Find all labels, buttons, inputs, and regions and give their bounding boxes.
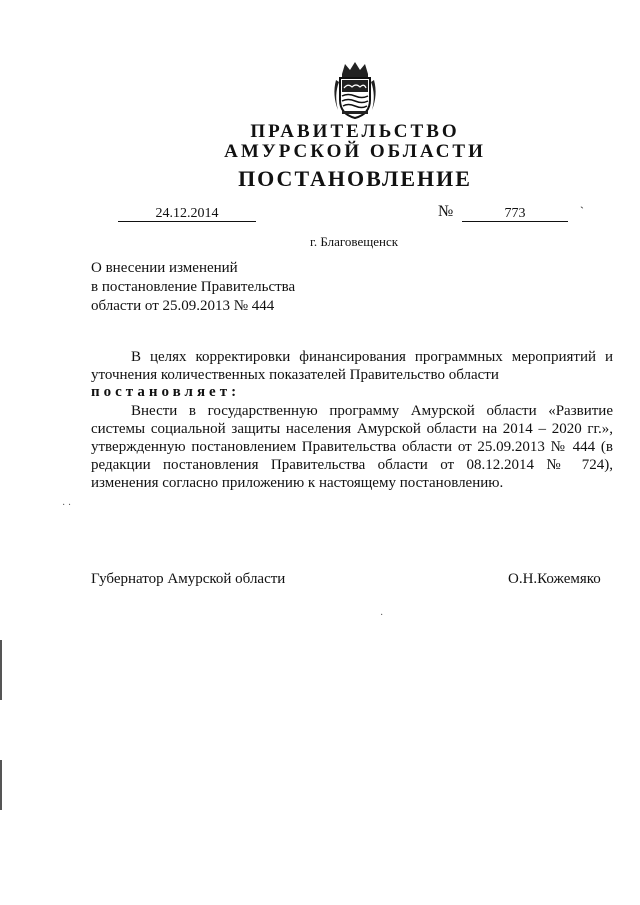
preamble-paragraph bbox=[91, 348, 613, 384]
government-title-line1: ПРАВИТЕЛЬСТВО bbox=[250, 121, 460, 142]
document-number: 773 bbox=[462, 206, 568, 222]
stray-mark: ˋ bbox=[580, 204, 584, 218]
scan-margin-mark bbox=[0, 760, 2, 810]
number-label: № bbox=[438, 203, 454, 220]
coat-of-arms-icon bbox=[330, 60, 380, 120]
city-label: г. Благовещенск bbox=[310, 234, 399, 249]
signatory-title: Губернатор Амурской области bbox=[91, 571, 286, 587]
main-line: изменения согласно приложению к настоящему постановлению. bbox=[91, 475, 504, 491]
document-date: 24.12.2014 bbox=[118, 206, 256, 222]
scan-dot: · · bbox=[62, 500, 72, 511]
subject-block bbox=[91, 259, 391, 316]
main-line: системы социальной защиты населения Амурской области на 2014 – 2020 гг.», bbox=[91, 421, 613, 437]
main-paragraph bbox=[91, 402, 613, 492]
scan-margin-mark bbox=[0, 640, 2, 700]
government-title-line2: АМУРСКОЙ ОБЛАСТИ bbox=[224, 141, 486, 162]
resolves-keyword: постановляет: bbox=[91, 384, 241, 400]
subject-line: в постановление Правительства bbox=[91, 279, 296, 295]
document-type-title: ПОСТАНОВЛЕНИЕ bbox=[238, 166, 472, 191]
scan-dot: · bbox=[380, 610, 384, 621]
subject-line: области от 25.09.2013 № 444 bbox=[91, 298, 275, 314]
preamble-line: уточнения количественных показателей Правительство области bbox=[91, 367, 499, 383]
preamble-line: В целях корректировки финансирования программных мероприятий и bbox=[131, 349, 613, 365]
subject-line: О внесении изменений bbox=[91, 260, 238, 276]
main-line: Внести в государственную программу Амурской области «Развитие bbox=[131, 403, 613, 419]
main-line: утвержденную постановлением Правительства области от 25.09.2013 № 444 (в bbox=[91, 439, 613, 455]
signatory-name: О.Н.Кожемяко bbox=[508, 571, 601, 587]
main-line: редакции постановления Правительства области от 08.12.2014 № 724), bbox=[91, 457, 613, 473]
